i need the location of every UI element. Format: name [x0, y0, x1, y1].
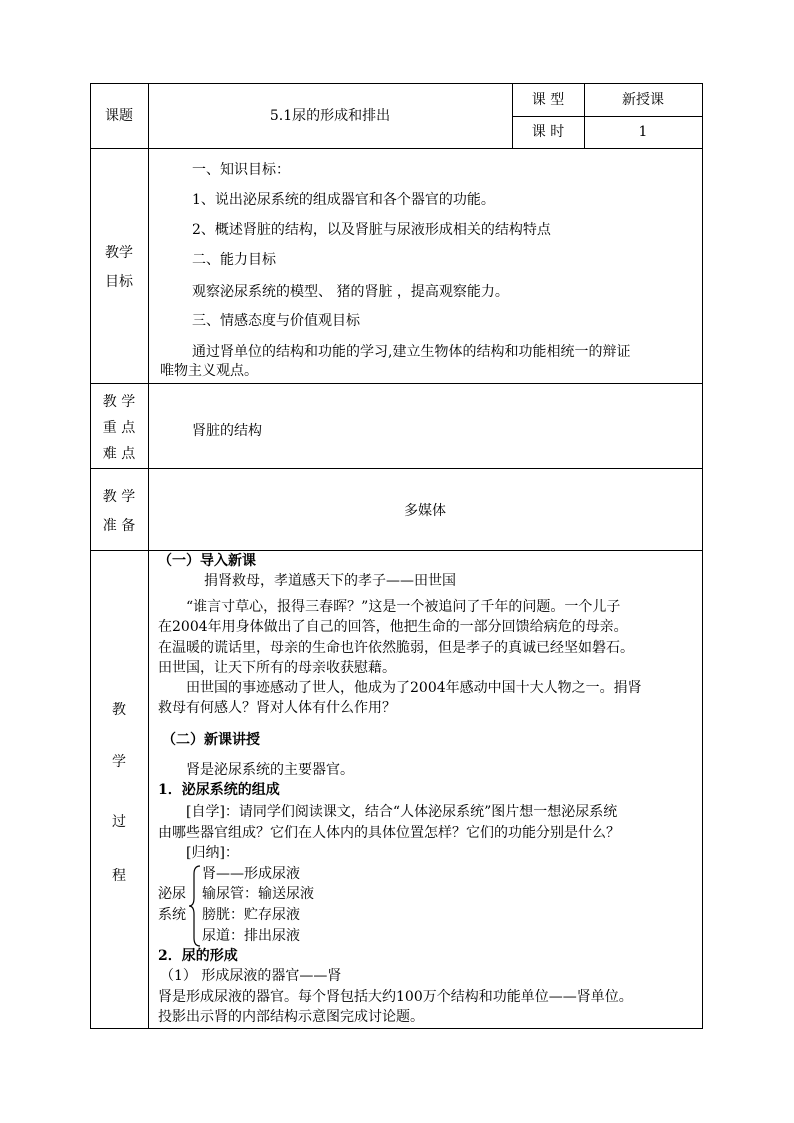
table-border-top — [90, 83, 703, 84]
row-line-2 — [90, 383, 703, 384]
hours-value: 1 — [638, 124, 648, 140]
objective-line: 1、说出泌尿系统的组成器官和各个器官的功能。 — [192, 192, 495, 208]
objective-line: 通过肾单位的结构和功能的学习,建立生物体的结构和功能相统一的辩证 — [192, 344, 631, 360]
system-label-1: 泌尿 — [158, 886, 186, 902]
keypoints-label-2: 重 点 — [102, 420, 136, 436]
process-label-4: 程 — [112, 868, 126, 884]
objective-line: 2、概述肾脏的结构，以及肾脏与尿液形成相关的结构特点 — [192, 222, 551, 238]
paragraph-line: 田世国，让天下所有的母亲收获慰藉。 — [158, 660, 396, 676]
system-label-2: 系统 — [158, 907, 186, 923]
brace-icon — [188, 864, 202, 948]
paragraph-line: 田世国的事迹感动了世人，他成为了2004年感动中国十大人物之一。捐肾 — [186, 680, 642, 696]
row-line-3 — [90, 468, 703, 469]
keypoints-label-3: 难 点 — [102, 446, 136, 462]
section2-title: （二）新课讲授 — [162, 732, 260, 748]
objectives-label-2: 目标 — [105, 274, 133, 290]
organ-item: 输尿管：输送尿液 — [202, 886, 314, 902]
objective-line: 二、能力目标 — [192, 252, 276, 268]
organ-item: 膀胱：贮存尿液 — [202, 907, 300, 923]
label-column-line — [148, 83, 149, 1029]
paragraph-line: 肾是形成尿液的器官。每个肾包括大约100万个结构和功能单位——肾单位。 — [158, 989, 633, 1005]
subsection-2-title: 2．尿的形成 — [158, 948, 238, 964]
process-label-2: 学 — [112, 754, 126, 770]
self-study-line: [自学]：请同学们阅读课文，结合“人体泌尿系统”图片想一想泌尿系统 — [186, 804, 618, 820]
type-label: 课 型 — [531, 92, 565, 108]
type-value: 新授课 — [622, 92, 664, 108]
subsection-1-title: 1．泌尿系统的组成 — [158, 782, 280, 798]
paragraph-line: 在2004年用身体做出了自己的回答，他把生命的一部分回馈给病危的母亲。 — [158, 619, 628, 635]
keypoints-content: 肾脏的结构 — [192, 423, 262, 439]
subsection-2-1: （1） 形成尿液的器官——肾 — [160, 968, 342, 984]
organ-item: 尿道：排出尿液 — [202, 928, 300, 944]
preparation-content: 多媒体 — [404, 503, 446, 519]
preparation-label-2: 准 备 — [102, 518, 136, 534]
topic-label: 课题 — [105, 108, 133, 124]
keypoints-label-1: 教 学 — [102, 394, 136, 410]
paragraph-line: 救母有何感人？肾对人体有什么作用？ — [158, 700, 396, 716]
story-title: 捐肾救母，孝道感天下的孝子——田世国 — [204, 573, 456, 589]
table-border-left — [90, 83, 91, 1029]
objective-line: 唯物主义观点。 — [160, 363, 258, 379]
table-border-right — [702, 83, 703, 1029]
table-border-bottom — [90, 1028, 703, 1029]
summary-label: [归纳]： — [186, 845, 239, 861]
process-label-3: 过 — [112, 814, 126, 830]
topic-title: 5.1尿的形成和排出 — [269, 108, 391, 124]
paragraph-line: 在温暖的谎话里，母亲的生命也许依然脆弱，但是孝子的真诚已经坚如磐石。 — [158, 640, 634, 656]
header-mid-line — [512, 116, 703, 117]
preparation-label-1: 教 学 — [102, 489, 136, 505]
objectives-label-1: 教学 — [105, 245, 133, 261]
objective-line: 观察泌尿系统的模型、 猪的肾脏 ，提高观察能力。 — [192, 284, 509, 300]
paragraph-line: 投影出示肾的内部结构示意图完成讨论题。 — [158, 1009, 424, 1025]
section1-title: （一）导入新课 — [158, 553, 256, 569]
hours-label: 课 时 — [531, 124, 565, 140]
paragraph-line: “谁言寸草心，报得三春晖？”这是一个被追问了千年的问题。一个儿子 — [186, 599, 621, 615]
process-label-1: 教 — [112, 702, 126, 718]
objective-line: 一、知识目标： — [192, 162, 290, 178]
self-study-line: 由哪些器官组成？它们在人体内的具体位置怎样？它们的功能分别是什么？ — [158, 825, 620, 841]
objective-line: 三、情感态度与价值观目标 — [192, 313, 360, 329]
row-line-1 — [90, 148, 703, 149]
organ-item: 肾——形成尿液 — [202, 866, 300, 882]
intro-line: 肾是泌尿系统的主要器官。 — [186, 762, 354, 778]
